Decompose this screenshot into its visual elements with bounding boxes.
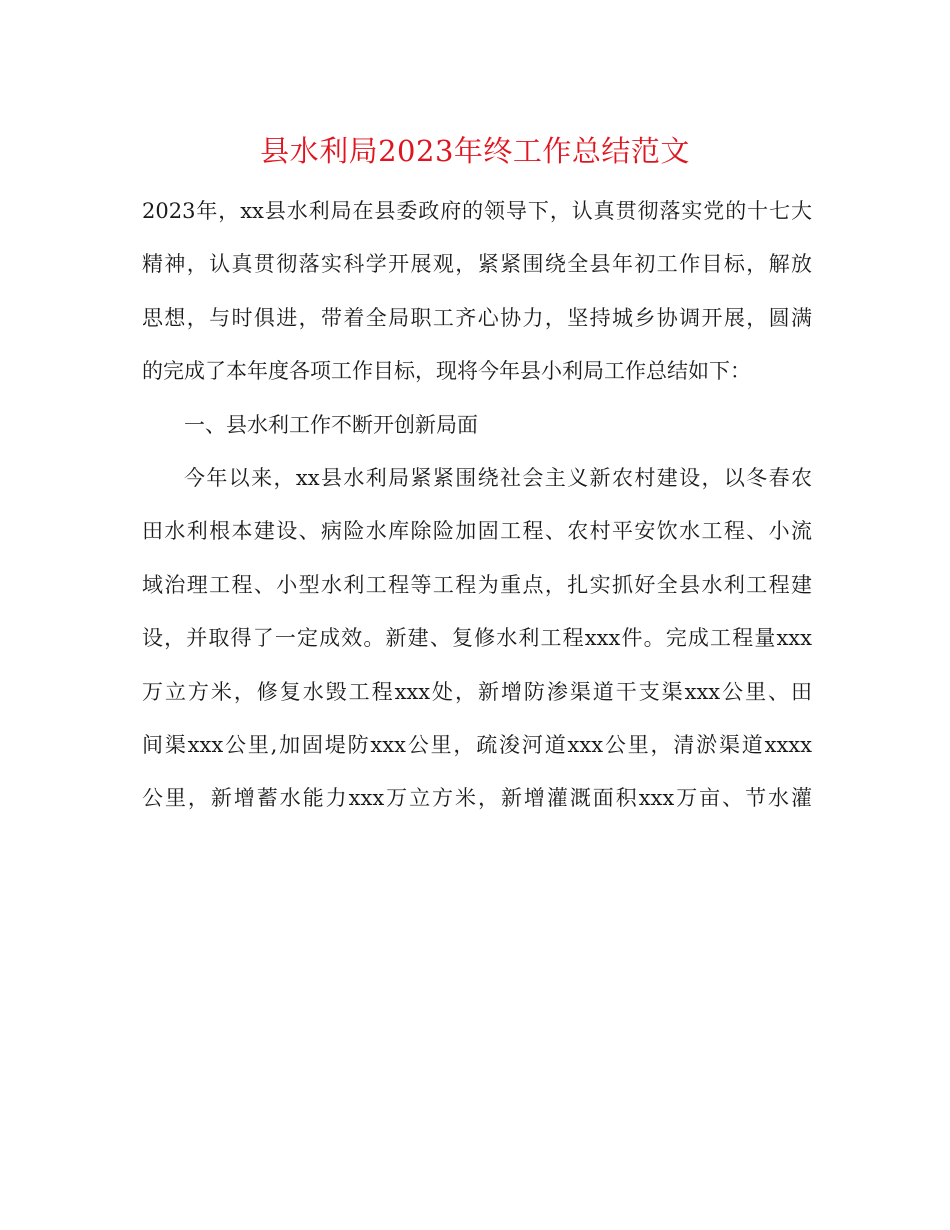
paragraph-1-line-4: 的完成了本年度各项工作目标，现将今年县小利局工作总结如下： <box>142 359 751 384</box>
section-heading: 一、县水利工作不断开创新局面 <box>184 412 478 437</box>
paragraph-2-line-2: 田水利根本建设、病险水库除险加固工程、农村平安饮水工程、小流 <box>142 519 812 544</box>
paragraph-2-line-5: 万立方米，修复水毁工程xxx处，新增防渗渠道干支渠xxx公里、田 <box>142 679 812 704</box>
paragraph-1-line-3: 思想，与时俱进，带着全局职工齐心协力，坚持城乡协调开展，圆满 <box>142 305 812 330</box>
paragraph-2-line-3: 域治理工程、小型水利工程等工程为重点，扎实抓好全县水利工程建 <box>142 572 812 597</box>
paragraph-1-line-1: 2023年，xx县水利局在县委政府的领导下，认真贯彻落实党的十七大 <box>142 199 812 223</box>
paragraph-2-line-1: 今年以来，xx县水利局紧紧围绕社会主义新农村建设，以冬春农 <box>184 465 812 490</box>
paragraph-2-line-6: 间渠xxx公里,加固堤防xxx公里，疏浚河道xxx公里，清淤渠道xxxx <box>142 732 812 757</box>
document-title: 县水利局2023年终工作总结范文 <box>260 134 690 168</box>
paragraph-2-line-7: 公里，新增蓄水能力xxx万立方米，新增灌溉面积xxx万亩、节水灌 <box>142 786 812 811</box>
paragraph-1-line-2: 精神，认真贯彻落实科学开展观，紧紧围绕全县年初工作目标，解放 <box>142 252 812 277</box>
paragraph-2-line-4: 设，并取得了一定成效。新建、复修水利工程xxx件。完成工程量xxx <box>142 626 812 651</box>
document-body <box>142 185 812 826</box>
